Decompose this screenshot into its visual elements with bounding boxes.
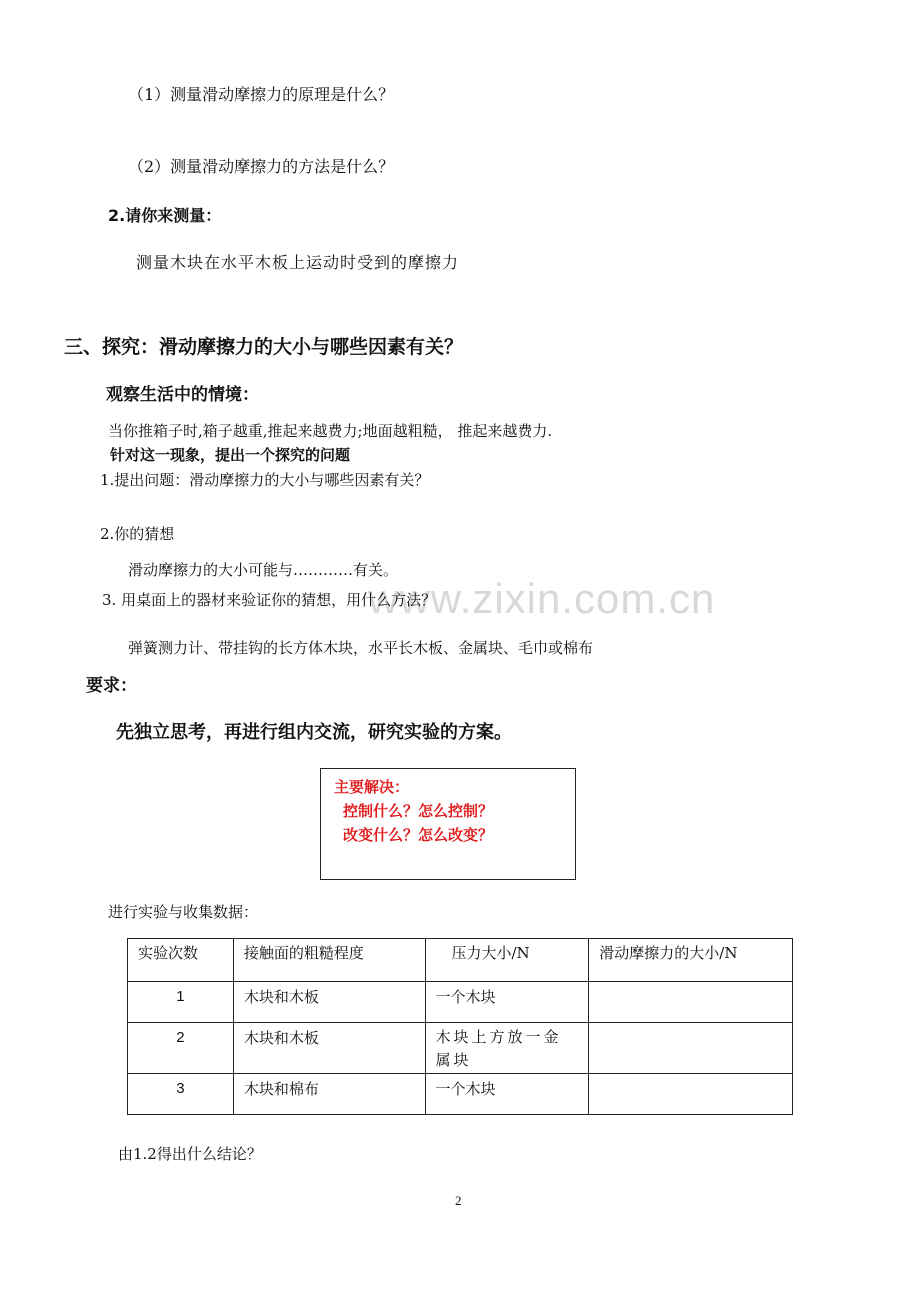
- conclusion-question: 由1.2得出什么结论？: [118, 1145, 262, 1163]
- question-1: （1）测量滑动摩擦力的原理是什么？: [128, 85, 395, 104]
- observe-heading: 观察生活中的情境：: [106, 385, 259, 405]
- table-row: [128, 1023, 793, 1074]
- question-2: （2）测量滑动摩擦力的方法是什么？: [128, 157, 395, 176]
- guess-text: 滑动摩擦力的大小可能与…………有关。: [128, 561, 399, 579]
- equipment-list: 弹簧测力计、带挂钩的长方体木块，水平长木板、金属块、毛巾或棉布: [128, 639, 594, 657]
- table-header-row: [128, 939, 793, 982]
- table-cell[interactable]: [589, 1073, 793, 1114]
- table-header: 压力大小/N: [425, 939, 589, 982]
- table-row: [128, 1073, 793, 1114]
- table-cell: 木块和木板: [233, 982, 425, 1023]
- item-1: 1.提出问题：滑动摩擦力的大小与哪些因素有关？: [100, 471, 430, 489]
- table-cell: 木块和棉布: [233, 1073, 425, 1114]
- data-table: [127, 938, 793, 1115]
- measure-heading: 2.请你来测量：: [108, 206, 222, 225]
- table-header: 实验次数: [128, 939, 234, 982]
- table-cell: 一个木块: [425, 982, 589, 1023]
- measure-text: 测量木块在水平木板上运动时受到的摩擦力: [136, 253, 460, 272]
- requirement-label: 要求：: [86, 676, 137, 696]
- requirement-text: 先独立思考，再进行组内交流，研究实验的方案。: [116, 722, 512, 743]
- observe-text: 当你推箱子时,箱子越重,推起来越费力;地面越粗糙， 推起来越费力.: [108, 422, 553, 440]
- page-number: 2: [455, 1193, 462, 1208]
- table-cell: 2: [128, 1023, 234, 1074]
- watermark: www.zixin.com.cn: [368, 575, 716, 622]
- table-cell: 一个木块: [425, 1073, 589, 1114]
- section-title: 三、探究：滑动摩擦力的大小与哪些因素有关？: [64, 336, 464, 358]
- box-line-2: 改变什么？怎么改变？: [343, 826, 494, 844]
- table-cell[interactable]: [589, 982, 793, 1023]
- table-cell: 木块和木板: [233, 1023, 425, 1074]
- item-2: 2.你的猜想: [100, 525, 175, 543]
- key-questions-box: [320, 768, 576, 880]
- table-cell: 3: [128, 1073, 234, 1114]
- table-header: 接触面的粗糙程度: [233, 939, 425, 982]
- table-header: 滑动摩擦力的大小/N: [589, 939, 793, 982]
- table-cell: 1: [128, 982, 234, 1023]
- box-line-1: 控制什么？怎么控制？: [343, 802, 494, 820]
- box-title: 主要解决：: [334, 778, 410, 796]
- data-intro: 进行实验与收集数据：: [108, 903, 259, 921]
- question-prompt: 针对这一现象，提出一个探究的问题: [110, 446, 351, 464]
- table-cell: 木块上方放一金属块: [425, 1023, 589, 1074]
- table-row: [128, 982, 793, 1023]
- table-cell[interactable]: [589, 1023, 793, 1074]
- item-3: 3. 用桌面上的器材来验证你的猜想，用什么方法？: [102, 591, 437, 609]
